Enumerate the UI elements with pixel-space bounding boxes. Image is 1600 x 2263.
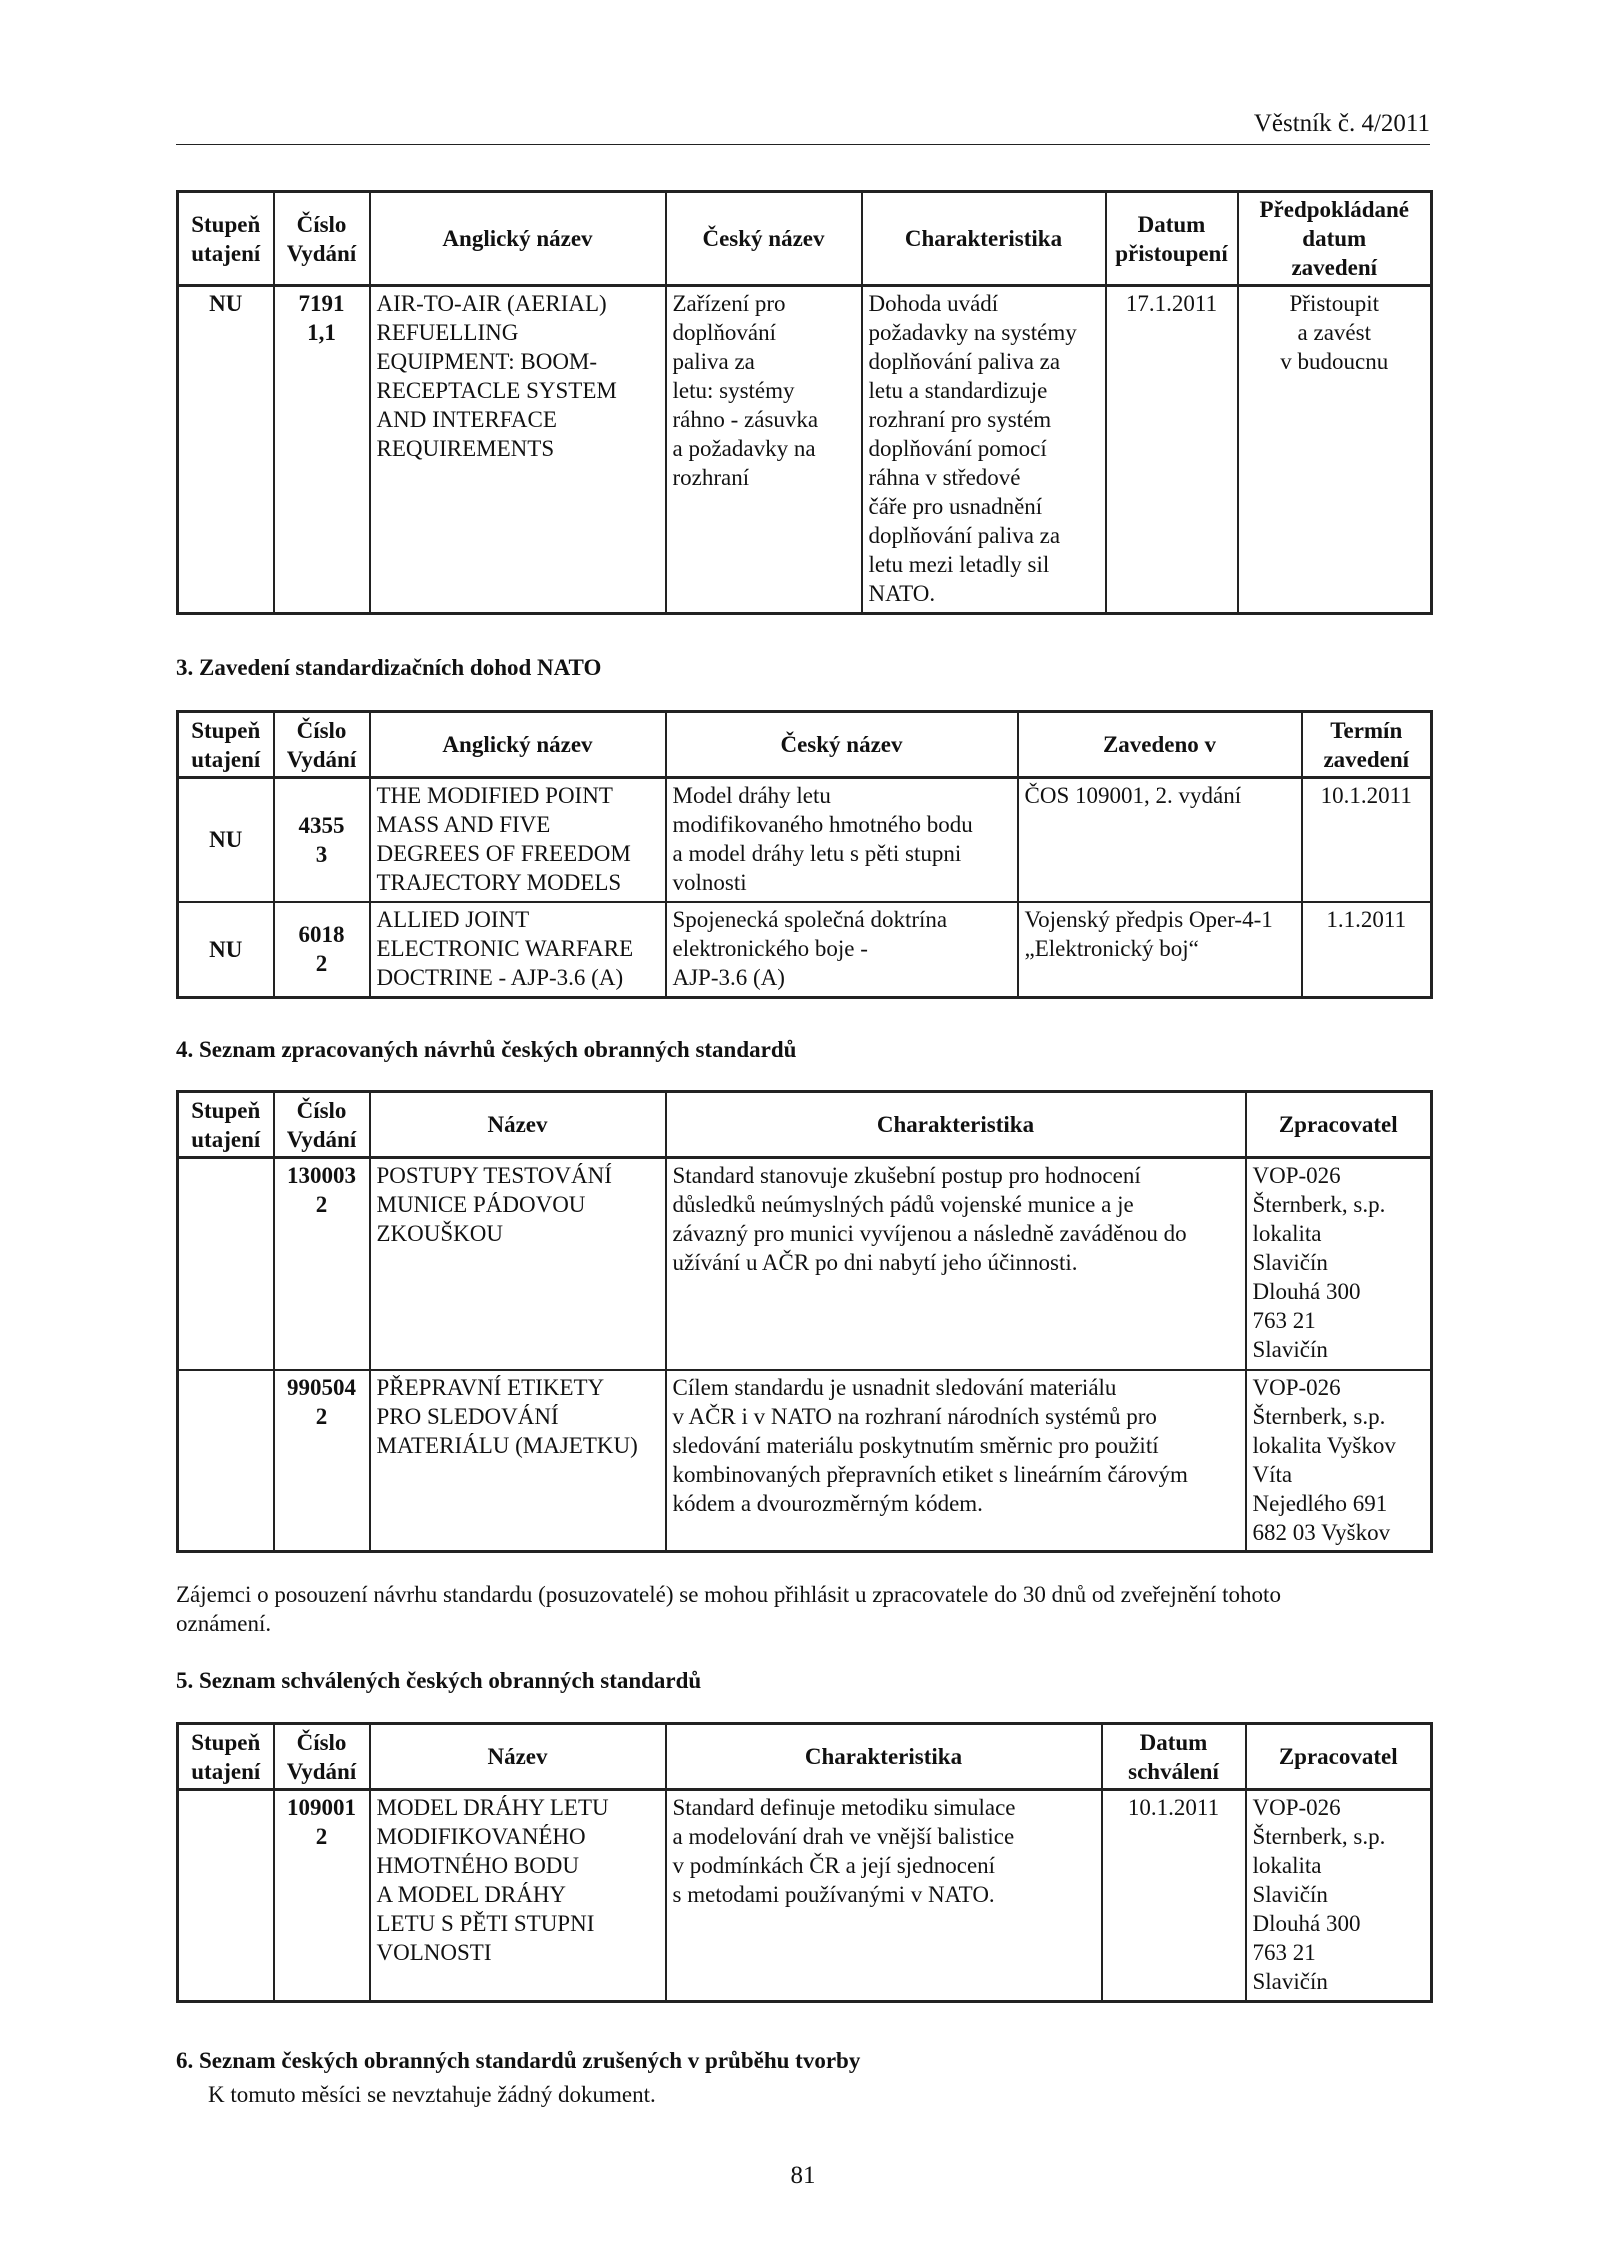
col-cesky: Český název bbox=[666, 712, 1018, 778]
col-datum: Datum schválení bbox=[1102, 1724, 1246, 1790]
drafts-table bbox=[176, 1090, 1433, 1553]
cell-charakteristika: Standard definuje metodiku simulace a modelování drah ve vnější balistice v podmínkách ČR a její sjednocení s metodami používanými v NATO. bbox=[666, 1790, 1102, 2002]
cell-cesky: Model dráhy letu modifikovaného hmotného bodu a model dráhy letu s pěti stupni volnosti bbox=[666, 778, 1018, 902]
cell-charakteristika: Cílem standardu je usnadnit sledování materiálu v AČR i v NATO na rozhraní národních systémů pro sledování materiálu poskytnutím směrnic pro použití kombinovaných přepravních etiket s lineárním čárovým kódem a dvourozměrným kódem. bbox=[666, 1370, 1246, 1552]
journal-title: Věstník č. 4/2011 bbox=[1253, 110, 1430, 137]
section-4-heading: 4. Seznam zpracovaných návrhů českých obranných standardů bbox=[176, 1037, 797, 1062]
cell-stupen: NU bbox=[178, 778, 274, 902]
section-3-heading: 3. Zavedení standardizačních dohod NATO bbox=[176, 655, 602, 680]
col-zpracovatel: Zpracovatel bbox=[1246, 1092, 1432, 1158]
col-cislo: Číslo Vydání bbox=[274, 1724, 370, 1790]
cell-anglicky: THE MODIFIED POINT MASS AND FIVE DEGREES OF FREEDOM TRAJECTORY MODELS bbox=[370, 778, 666, 902]
page-header bbox=[176, 110, 1430, 145]
reviewer-note: Zájemci o posouzení návrhu standardu (posuzovatelé) se mohou přihlásit u zpracovatele do 30 dnů od zveřejnění tohoto oznámení. bbox=[176, 1582, 1281, 1636]
cell-zavedeno: Vojenský předpis Oper-4-1 „Elektronický boj“ bbox=[1018, 902, 1302, 998]
section-5-heading: 5. Seznam schválených českých obranných standardů bbox=[176, 1668, 702, 1693]
table-row bbox=[178, 902, 1432, 998]
col-zpracovatel: Zpracovatel bbox=[1246, 1724, 1432, 1790]
section-6-text: K tomuto měsíci se nevztahuje žádný dokument. bbox=[208, 2082, 656, 2107]
col-predpokladane: Předpokládané datum zavedení bbox=[1238, 192, 1432, 286]
col-stupen: Stupeň utajení bbox=[178, 1092, 274, 1158]
col-cislo: Číslo Vydání bbox=[274, 192, 370, 286]
table-row bbox=[178, 1370, 1432, 1552]
cell-stupen: NU bbox=[178, 286, 274, 614]
table-row bbox=[178, 286, 1432, 614]
cell-nazev: MODEL DRÁHY LETU MODIFIKOVANÉHO HMOTNÉHO BODU A MODEL DRÁHY LETU S PĚTI STUPNI VOLNOSTI bbox=[370, 1790, 666, 2002]
cell-datum: 17.1.2011 bbox=[1106, 286, 1238, 614]
col-termin: Termín zavedení bbox=[1302, 712, 1432, 778]
approved-table bbox=[176, 1722, 1433, 2003]
table-row bbox=[178, 1158, 1432, 1370]
cell-anglicky: AIR-TO-AIR (AERIAL) REFUELLING EQUIPMENT: BOOM- RECEPTACLE SYSTEM AND INTERFACE REQUIREMENTS bbox=[370, 286, 666, 614]
col-nazev: Název bbox=[370, 1724, 666, 1790]
col-cislo: Číslo Vydání bbox=[274, 1092, 370, 1158]
col-stupen: Stupeň utajení bbox=[178, 712, 274, 778]
col-zavedeno: Zavedeno v bbox=[1018, 712, 1302, 778]
cell-cislo: 6018 2 bbox=[274, 902, 370, 998]
page-number: 81 bbox=[790, 2162, 816, 2189]
col-anglicky: Anglický název bbox=[370, 712, 666, 778]
cell-cislo: 4355 3 bbox=[274, 778, 370, 902]
cell-stupen bbox=[178, 1790, 274, 2002]
col-charakteristika: Charakteristika bbox=[862, 192, 1106, 286]
col-stupen: Stupeň utajení bbox=[178, 192, 274, 286]
implementation-table bbox=[176, 710, 1433, 999]
cell-datum: 10.1.2011 bbox=[1102, 1790, 1246, 2002]
cell-stupen: NU bbox=[178, 902, 274, 998]
col-charakteristika: Charakteristika bbox=[666, 1724, 1102, 1790]
cell-anglicky: ALLIED JOINT ELECTRONIC WARFARE DOCTRINE - AJP-3.6 (A) bbox=[370, 902, 666, 998]
cell-stupen bbox=[178, 1370, 274, 1552]
section-6-heading: 6. Seznam českých obranných standardů zrušených v průběhu tvorby bbox=[176, 2048, 861, 2073]
col-stupen: Stupeň utajení bbox=[178, 1724, 274, 1790]
col-charakteristika: Charakteristika bbox=[666, 1092, 1246, 1158]
cell-termin: 10.1.2011 bbox=[1302, 778, 1432, 902]
cell-cislo: 7191 1,1 bbox=[274, 286, 370, 614]
table-row bbox=[178, 1790, 1432, 2002]
col-cislo: Číslo Vydání bbox=[274, 712, 370, 778]
cell-charakteristika: Standard stanovuje zkušební postup pro hodnocení důsledků neúmyslných pádů vojenské munice a je závazný pro munici vyvíjenou a následně zaváděnou do užívání u AČR po dni nabytí jeho účinnosti. bbox=[666, 1158, 1246, 1370]
cell-cislo: 109001 2 bbox=[274, 1790, 370, 2002]
col-nazev: Název bbox=[370, 1092, 666, 1158]
cell-stupen bbox=[178, 1158, 274, 1370]
cell-nazev: PŘEPRAVNÍ ETIKETY PRO SLEDOVÁNÍ MATERIÁLU (MAJETKU) bbox=[370, 1370, 666, 1552]
table-row bbox=[178, 778, 1432, 902]
cell-termin: 1.1.2011 bbox=[1302, 902, 1432, 998]
accession-table bbox=[176, 190, 1433, 615]
cell-cesky: Zařízení pro doplňování paliva za letu: systémy ráhno - zásuvka a požadavky na rozhraní bbox=[666, 286, 862, 614]
cell-predpokladane: Přistoupit a zavést v budoucnu bbox=[1238, 286, 1432, 614]
col-anglicky: Anglický název bbox=[370, 192, 666, 286]
col-cesky: Český název bbox=[666, 192, 862, 286]
cell-cislo: 990504 2 bbox=[274, 1370, 370, 1552]
cell-zpracovatel: VOP-026 Šternberk, s.p. lokalita Slavičín Dlouhá 300 763 21 Slavičín bbox=[1246, 1790, 1432, 2002]
cell-nazev: POSTUPY TESTOVÁNÍ MUNICE PÁDOVOU ZKOUŠKOU bbox=[370, 1158, 666, 1370]
cell-charakteristika: Dohoda uvádí požadavky na systémy doplňování paliva za letu a standardizuje rozhraní pro systém doplňování pomocí ráhna v středové čáře pro usnadnění doplňování paliva za letu mezi letadly sil NATO. bbox=[862, 286, 1106, 614]
col-datum: Datum přistoupení bbox=[1106, 192, 1238, 286]
cell-zavedeno: ČOS 109001, 2. vydání bbox=[1018, 778, 1302, 902]
cell-zpracovatel: VOP-026 Šternberk, s.p. lokalita Vyškov Víta Nejedlého 691 682 03 Vyškov bbox=[1246, 1370, 1432, 1552]
cell-cesky: Spojenecká společná doktrína elektronického boje - AJP-3.6 (A) bbox=[666, 902, 1018, 998]
cell-cislo: 130003 2 bbox=[274, 1158, 370, 1370]
cell-zpracovatel: VOP-026 Šternberk, s.p. lokalita Slavičín Dlouhá 300 763 21 Slavičín bbox=[1246, 1158, 1432, 1370]
